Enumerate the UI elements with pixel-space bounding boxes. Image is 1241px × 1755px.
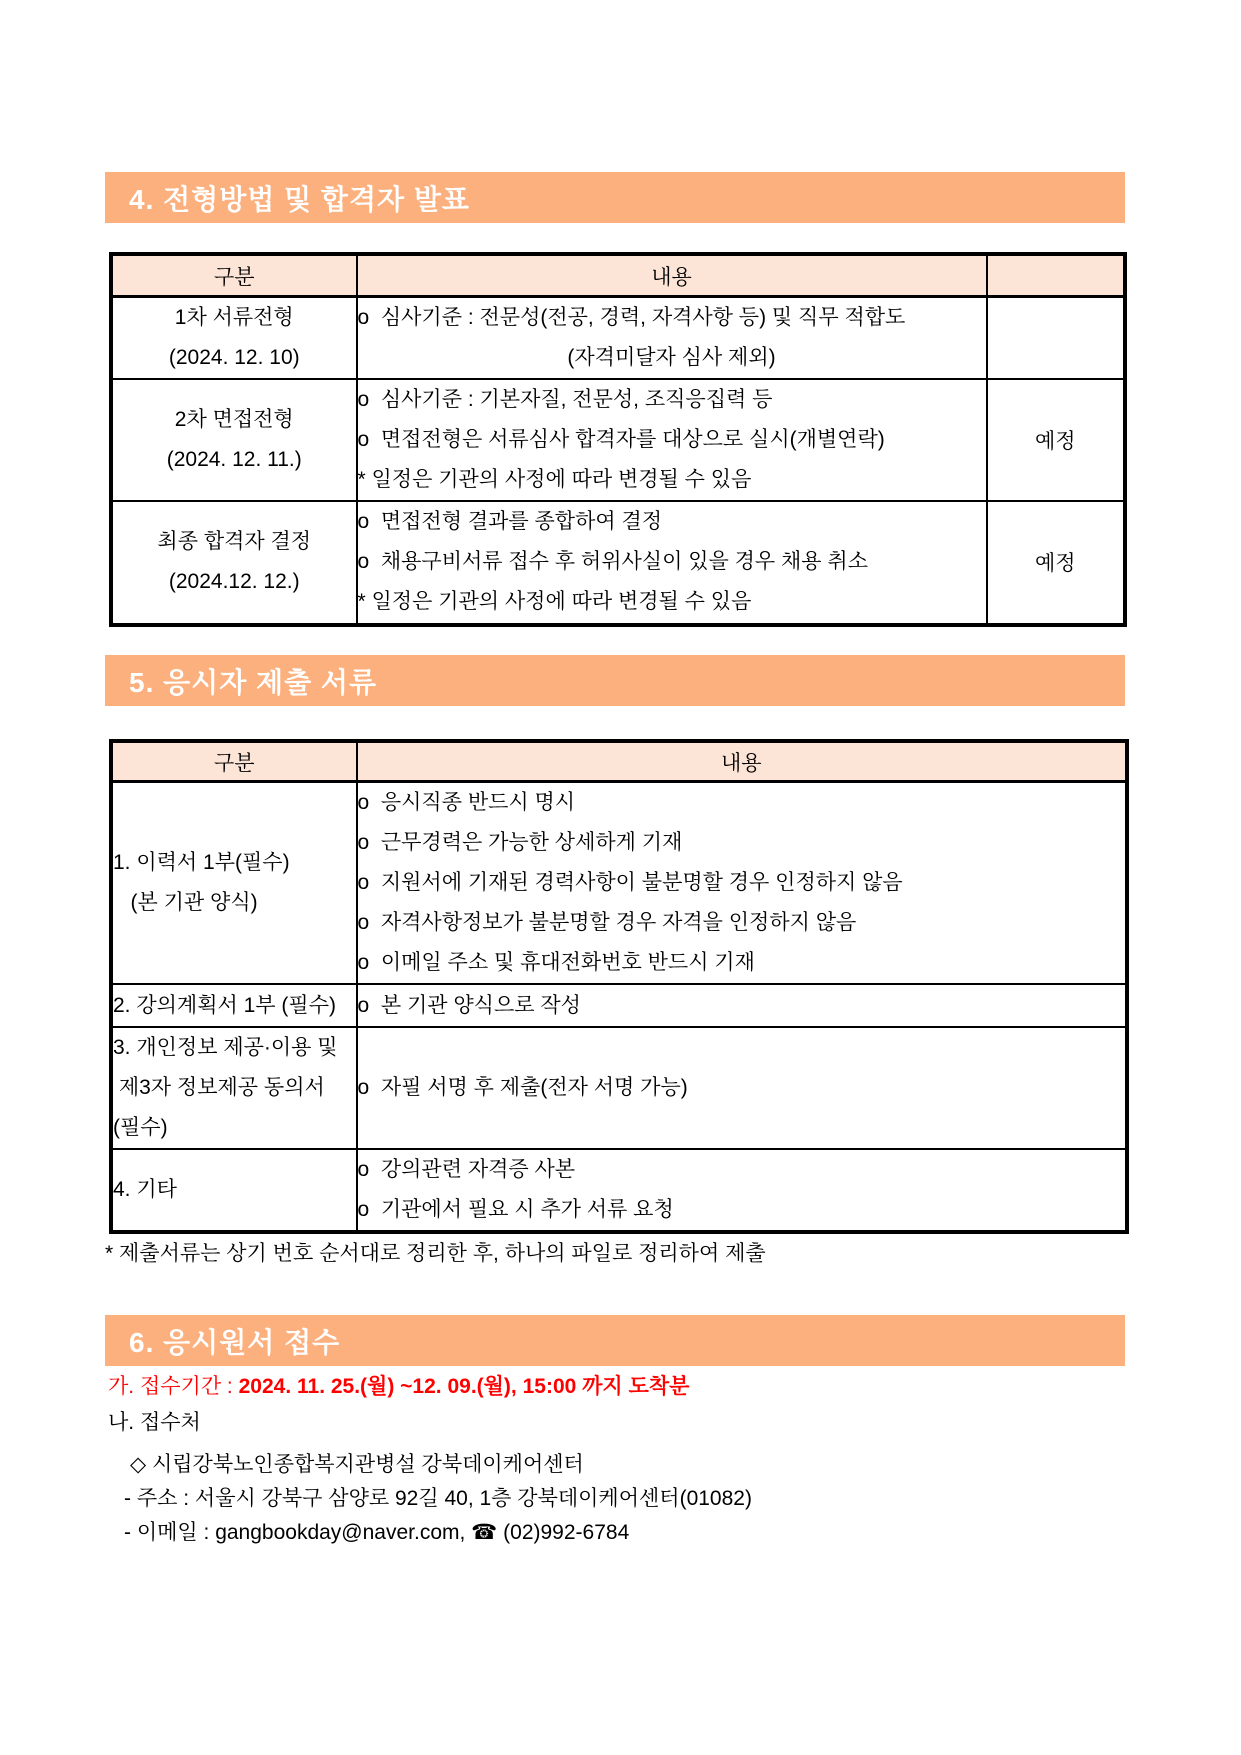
col-header-gubun: 구분 <box>112 742 357 782</box>
content-line: o 응시직종 반드시 명시 <box>357 791 576 814</box>
table-row <box>112 984 1127 1027</box>
content-line: o 심사기준 : 기본자질, 전문성, 조직응집력 등 <box>357 388 773 411</box>
selection-table-body <box>112 297 1125 625</box>
row-label-line: (2024.12. 12.) <box>168 570 300 594</box>
col-header-naeyong: 내용 <box>357 742 1127 782</box>
selection-method-table <box>110 253 1126 626</box>
reception-period-line <box>108 1373 689 1401</box>
table-row <box>112 782 1127 985</box>
content-line: o 자격사항정보가 불분명할 경우 자격을 인정하지 않음 <box>357 911 857 934</box>
content-line: o 면접전형은 서류심사 합격자를 대상으로 실시(개별연락) <box>357 428 885 451</box>
content-line: o 면접전형 결과를 종합하여 결정 <box>357 510 663 534</box>
row-label-cell <box>112 297 357 380</box>
row-label-cell <box>112 1027 357 1149</box>
row-label-line: (본 기관 양식) <box>113 891 258 914</box>
status-cell: 예정 <box>987 379 1125 501</box>
section4-banner <box>105 172 1125 223</box>
section6-banner <box>105 1315 1125 1366</box>
row-label-line: 4. 기타 <box>113 1178 177 1201</box>
row-label-line: 최종 합격자 결정 <box>157 530 312 554</box>
col-header-blank <box>987 255 1125 297</box>
submission-note: * 제출서류는 상기 번호 순서대로 정리한 후, 하나의 파일로 정리하여 제출 <box>105 1242 766 1265</box>
content-line: o 근무경력은 가능한 상세하게 기재 <box>357 831 683 854</box>
row-label-cell <box>112 984 357 1027</box>
content-line: o 채용구비서류 접수 후 허위사실이 있을 경우 채용 취소 <box>357 550 868 574</box>
reception-center-line: ◇ 시립강북노인종합복지관병설 강북데이케어센터 <box>130 1453 584 1476</box>
row-content-cell <box>357 379 987 501</box>
row-label-line: 2. 강의계획서 1부 (필수) <box>113 993 336 1017</box>
content-line: (자격미달자 심사 제외) <box>567 346 776 369</box>
row-content-cell <box>357 297 987 380</box>
table-row <box>112 501 1125 624</box>
row-label-line: 1. 이력서 1부(필수) <box>113 851 290 874</box>
section5-banner <box>105 655 1125 706</box>
row-label-line: (필수) <box>113 1116 168 1139</box>
row-label-line: 1차 서류전형 <box>174 306 294 329</box>
table-header-row <box>112 742 1127 782</box>
table-header-row <box>112 255 1125 297</box>
row-content-cell <box>357 1027 1127 1149</box>
reception-period-value: 2024. 11. 25.(월) ~12. 09.(월), 15:00 까지 도착분 <box>238 1375 690 1398</box>
row-label-line: 2차 면접전형 <box>174 408 294 431</box>
table-row <box>112 379 1125 501</box>
status-cell: 예정 <box>987 501 1125 624</box>
row-content-cell <box>357 782 1127 985</box>
table-row <box>112 1149 1127 1232</box>
reception-address-line: - 주소 : 서울시 강북구 삼양로 92길 40, 1층 강북데이케어센터(01082) <box>124 1487 752 1510</box>
content-line: * 일정은 기관의 사정에 따라 변경될 수 있음 <box>357 590 752 614</box>
content-line: o 자필 서명 후 제출(전자 서명 가능) <box>357 1076 688 1099</box>
row-label-line: 3. 개인정보 제공·이용 및 <box>113 1036 338 1059</box>
documents-table-body <box>112 782 1127 1232</box>
reception-period-label: 가. 접수기간 : <box>108 1375 239 1398</box>
content-line: o 심사기준 : 전문성(전공, 경력, 자격사항 등) 및 직무 적합도 <box>357 306 906 329</box>
content-line: * 일정은 기관의 사정에 따라 변경될 수 있음 <box>357 468 752 491</box>
content-line: o 기관에서 필요 시 추가 서류 요청 <box>357 1198 674 1221</box>
col-header-gubun: 구분 <box>112 255 357 297</box>
section6-title: 6. 응시원서 접수 <box>129 1326 341 1358</box>
row-label-cell <box>112 501 357 624</box>
row-content-cell <box>357 1149 1127 1232</box>
row-label-cell <box>112 379 357 501</box>
section4-title: 4. 전형방법 및 합격자 발표 <box>129 183 470 215</box>
section5-title: 5. 응시자 제출 서류 <box>129 666 378 698</box>
content-line: o 본 기관 양식으로 작성 <box>357 993 581 1017</box>
table-row <box>112 1027 1127 1149</box>
row-label-line: (2024. 12. 10) <box>168 346 300 369</box>
table-row <box>112 297 1125 380</box>
row-label-cell <box>112 1149 357 1232</box>
status-cell <box>987 297 1125 380</box>
reception-place-label: 나. 접수처 <box>108 1411 201 1434</box>
row-label-cell <box>112 782 357 985</box>
content-line: o 이메일 주소 및 휴대전화번호 반드시 기재 <box>357 951 755 974</box>
content-line: o 지원서에 기재된 경력사항이 불분명할 경우 인정하지 않음 <box>357 871 903 894</box>
reception-email-line: - 이메일 : gangbookday@naver.com, ☎ (02)992-6784 <box>124 1521 630 1544</box>
row-label-line: 제3자 정보제공 동의서 <box>113 1076 325 1099</box>
row-content-cell <box>357 501 987 624</box>
row-content-cell <box>357 984 1127 1027</box>
col-header-naeyong: 내용 <box>357 255 987 297</box>
documents-table <box>110 740 1128 1233</box>
content-line: o 강의관련 자격증 사본 <box>357 1158 576 1181</box>
row-label-line: (2024. 12. 11.) <box>166 448 302 471</box>
